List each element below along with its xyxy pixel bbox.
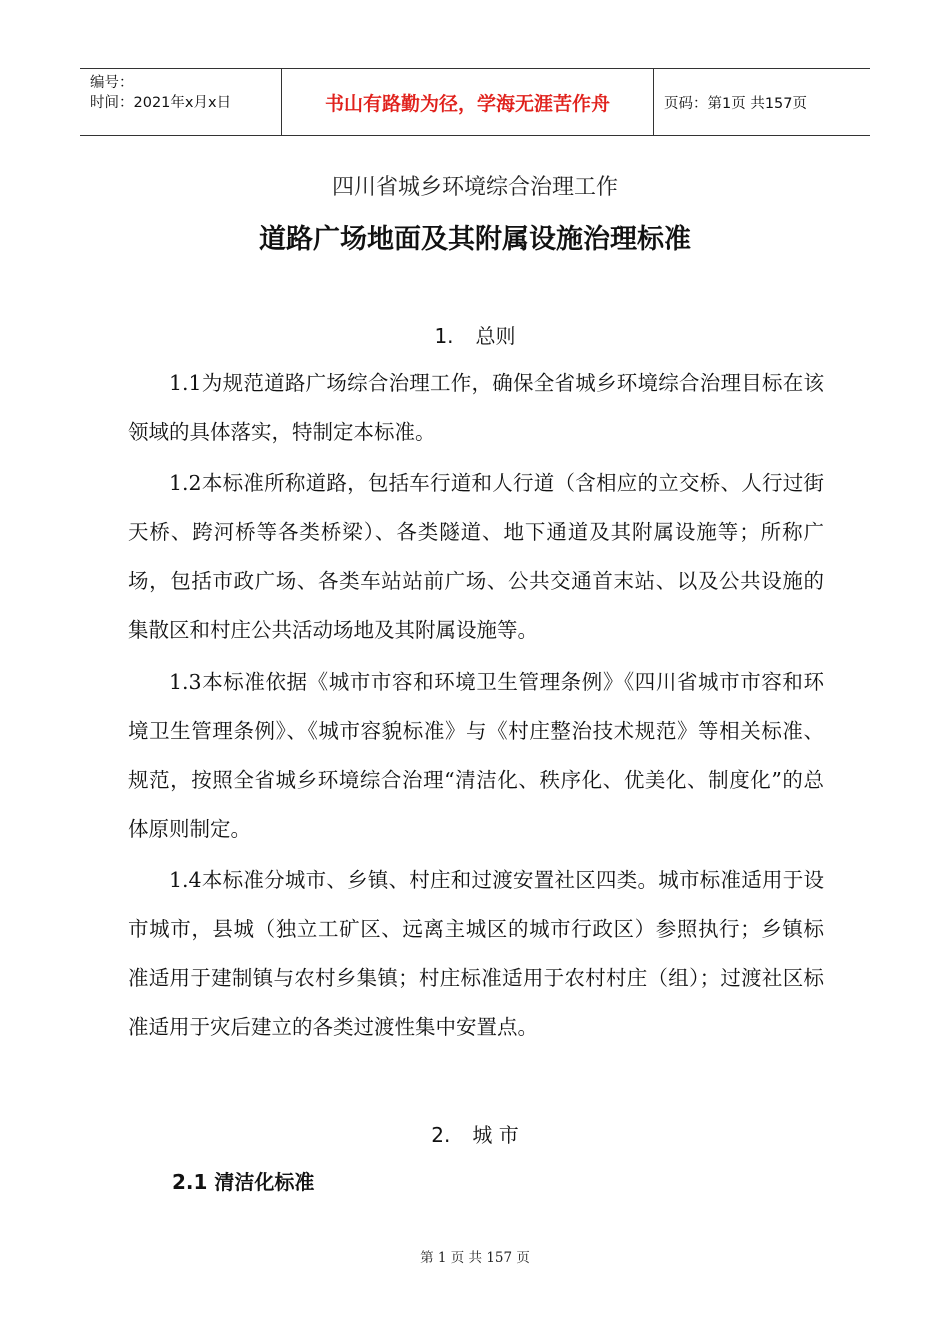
document-number-label: 编号： [90, 75, 134, 91]
section-1-heading [0, 320, 950, 349]
subsection-2-1-heading: 2.1 清洁化标准 [172, 1170, 315, 1194]
paragraph-1-2: 1.2本标准所称道路，包括车行道和人行道（含相应的立交桥、人行过街天桥、跨河桥等各类桥梁）、各类隧道、地下通道及其附属设施等；所称广场，包括市政广场、各类车站站前广场、公共交通首末站、以及公共设施的集散区和村庄公共活动场地及其附属设施等。 [128, 471, 824, 642]
document-subtitle: 四川省城乡环境综合治理工作 [331, 175, 618, 200]
header-page-info: 页码：第1页 共157页 [664, 95, 808, 112]
section-2-heading [0, 1119, 950, 1148]
section-2-title: 城 市 [472, 1123, 519, 1147]
section-2-number: 2. [431, 1123, 451, 1147]
paragraph-1-1: 1.1为规范道路广场综合治理工作，确保全省城乡环境综合治理目标在该领域的具体落实，特制定本标准。 [128, 371, 824, 444]
header-motto: 书山有路勤为径，学海无涯苦作舟 [282, 69, 654, 135]
paragraph-1-3: 1.3本标准依据《城市市容和环境卫生管理条例》《四川省城市市容和环境卫生管理条例》、《城市容貌标准》与《村庄整治技术规范》等相关标准、规范，按照全省城乡环境综合治理“清洁化、秩序化、优美化、制度化”的总体原则制定。 [128, 670, 824, 841]
header-meta [80, 69, 282, 135]
paragraph-1-4: 1.4本标准分城市、乡镇、村庄和过渡安置社区四类。城市标准适用于设市城市，县城（独立工矿区、远离主城区的城市行政区）参照执行；乡镇标准适用于建制镇与农村乡集镇；村庄标准适用于农村村庄（组）；过渡社区标准适用于灾后建立的各类过渡性集中安置点。 [128, 868, 824, 1039]
section-1-title: 总则 [475, 324, 516, 348]
page-footer: 第 1 页 共 157 页 [420, 1250, 530, 1266]
page-header [80, 68, 870, 136]
document-time-label: 时间：2021年x月x日 [90, 95, 232, 111]
section-1-number: 1. [434, 324, 454, 348]
document-title: 道路广场地面及其附属设施治理标准 [259, 224, 691, 255]
